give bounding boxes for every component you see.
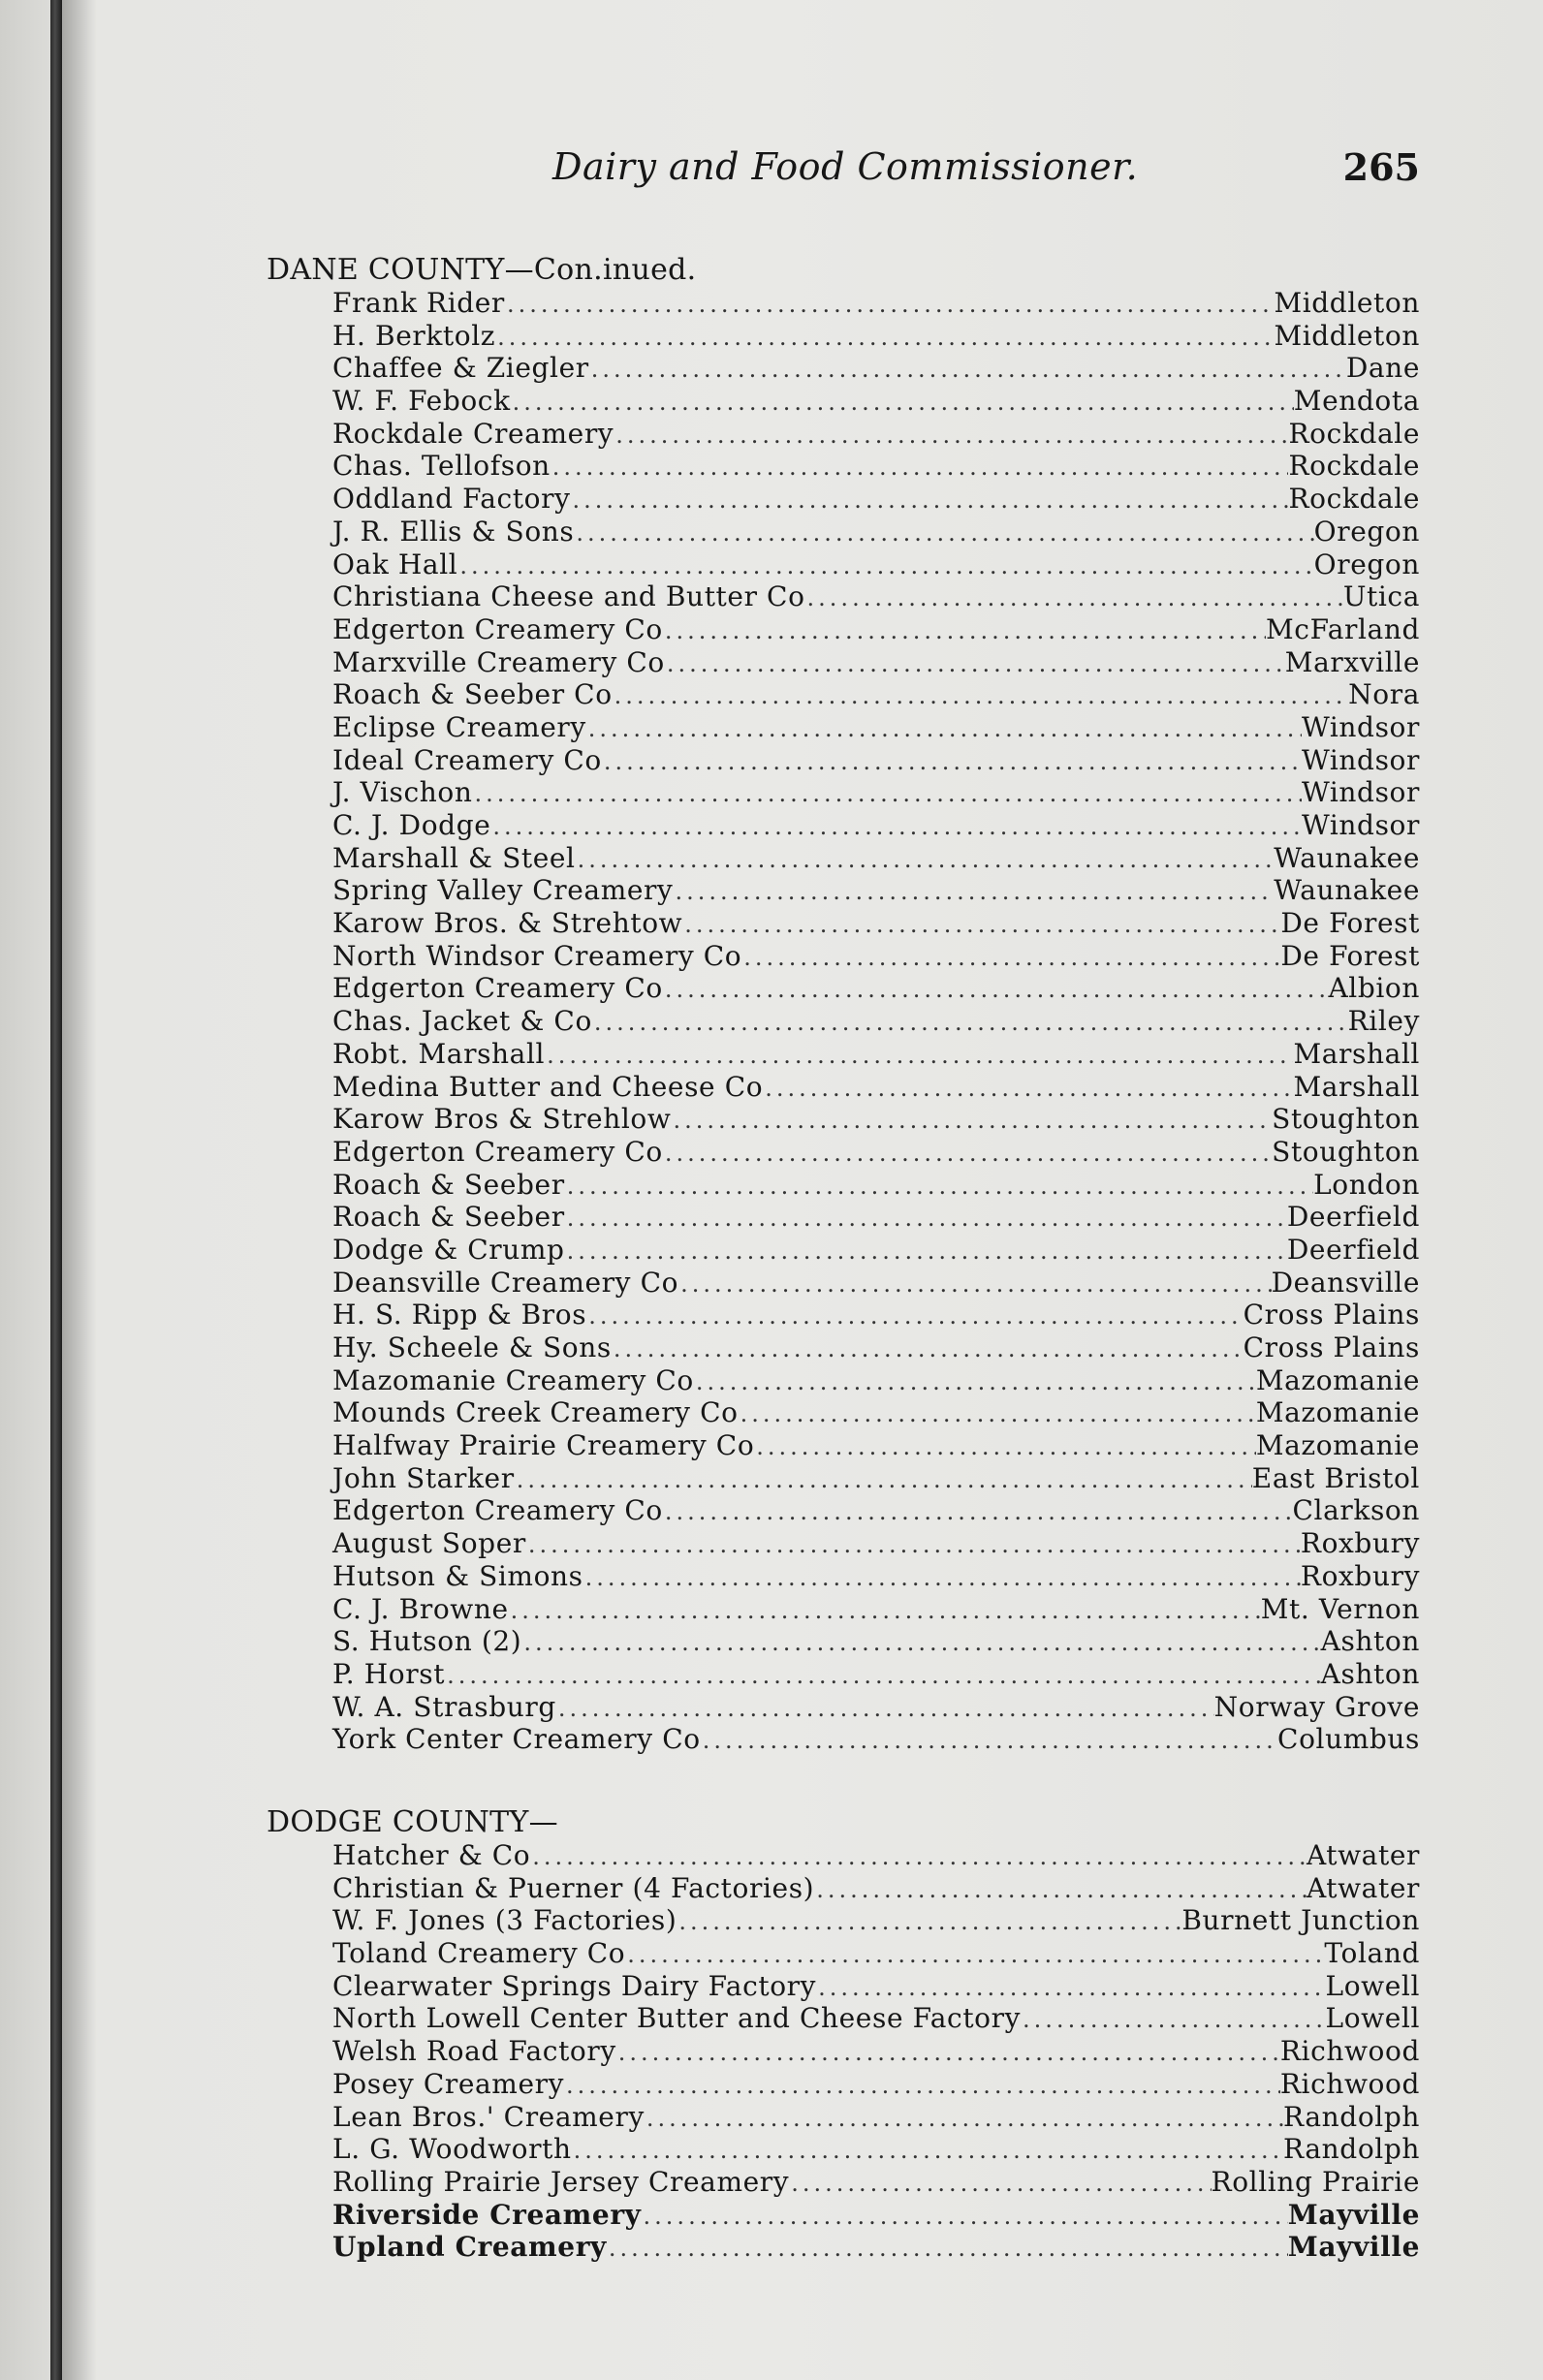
dot-leader [565, 1203, 1287, 1236]
page-number: 265 [1342, 145, 1420, 189]
dot-leader [625, 1939, 1324, 1972]
listing-row [332, 1527, 1420, 1560]
dot-leader [572, 2135, 1283, 2168]
listing-row [332, 842, 1420, 875]
factory-name: Frank Rider [332, 287, 505, 319]
town-name: Albion [1328, 972, 1420, 1005]
dot-leader [490, 811, 1302, 844]
factory-name: C. J. Browne [332, 1592, 509, 1625]
town-name: Cross Plains [1243, 1299, 1420, 1331]
dot-leader [592, 1007, 1348, 1040]
dot-leader [564, 2070, 1280, 2103]
spine-shadow [62, 0, 97, 2380]
town-name: Mazomanie [1255, 1396, 1420, 1429]
factory-name: Mounds Creek Creamery Co [332, 1396, 739, 1429]
listing-row [332, 483, 1420, 516]
dot-leader [701, 1725, 1277, 1758]
town-name: Mazomanie [1255, 1429, 1420, 1462]
listing-row [332, 580, 1420, 613]
factory-name: H. Berktolz [332, 319, 496, 352]
listing-row [332, 1494, 1420, 1527]
town-name: Rockdale [1288, 483, 1420, 516]
town-name: Middleton [1274, 319, 1420, 352]
listing-row [332, 2068, 1420, 2101]
town-name: Stoughton [1272, 1135, 1420, 1168]
town-name: De Forest [1280, 939, 1420, 972]
dot-leader [663, 1138, 1272, 1171]
dot-leader [663, 1496, 1293, 1529]
listing-row [332, 1364, 1420, 1397]
factory-name: Karow Bros. & Strehtow [332, 907, 683, 940]
factory-name: Chas. Jacket & Co [332, 1005, 592, 1038]
listing-row [332, 1234, 1420, 1267]
dot-leader [682, 909, 1280, 942]
dot-leader [645, 2103, 1283, 2136]
listing-row [332, 320, 1420, 353]
factory-name: Deansville Creamery Co [332, 1266, 679, 1299]
town-name: Toland [1324, 1937, 1420, 1970]
town-name: Rolling Prairie [1211, 2165, 1420, 2198]
listing-row [332, 352, 1420, 385]
factory-name: J. R. Ellis & Sons [332, 515, 575, 548]
factory-name: Robt. Marshall [332, 1037, 546, 1070]
dot-leader [613, 680, 1349, 713]
dot-leader [677, 1906, 1181, 1939]
town-name: Middleton [1274, 287, 1420, 319]
factory-name: Mazomanie Creamery Co [332, 1363, 694, 1396]
listing-row [332, 678, 1420, 711]
factory-name: Roach & Seeber Co [332, 678, 613, 711]
dot-leader [678, 1268, 1272, 1301]
town-name: Utica [1342, 580, 1420, 613]
town-name: McFarland [1266, 612, 1420, 645]
factory-name: Clearwater Springs Dairy Factory [332, 1969, 817, 2002]
dot-leader [607, 2233, 1288, 2266]
listing-row [332, 1267, 1420, 1300]
dot-leader [515, 1464, 1252, 1497]
dane-county-section [267, 254, 1420, 1756]
dot-leader [526, 1529, 1301, 1562]
dot-leader [816, 1972, 1325, 2005]
listing-row [332, 1560, 1420, 1593]
dot-leader [509, 1595, 1261, 1628]
town-name: Lowell [1325, 1969, 1420, 2002]
listing-row [332, 1038, 1420, 1071]
town-name: Clarkson [1292, 1494, 1420, 1527]
dot-leader [495, 322, 1274, 355]
dot-leader [571, 485, 1289, 517]
town-name: Mazomanie [1255, 1363, 1420, 1396]
dot-leader [505, 289, 1275, 322]
town-name: De Forest [1280, 907, 1420, 940]
dot-leader [457, 550, 1313, 583]
dot-leader [1021, 2004, 1325, 2037]
factory-name: Oddland Factory [332, 483, 571, 516]
dot-leader [763, 1073, 1293, 1106]
listing-row [332, 1904, 1420, 1937]
dot-leader [805, 582, 1343, 615]
listing-row [332, 1723, 1420, 1756]
factory-name: Upland Creamery [332, 2231, 607, 2264]
town-name: Oregon [1313, 548, 1420, 580]
dot-leader [551, 452, 1289, 485]
listing-row [332, 711, 1420, 744]
dot-leader [614, 420, 1288, 453]
factory-name: Dodge & Crump [332, 1233, 565, 1266]
town-name: Deerfield [1286, 1201, 1420, 1234]
listing-row [332, 1331, 1420, 1364]
dot-leader [612, 1333, 1244, 1366]
listing-row [332, 940, 1420, 973]
dot-leader [511, 387, 1294, 420]
dot-leader [694, 1366, 1256, 1399]
factory-name: Eclipse Creamery [332, 710, 586, 743]
factory-name: W. F. Jones (3 Factories) [332, 1904, 677, 1937]
factory-name: Hutson & Simons [332, 1559, 583, 1592]
listing-row [332, 1839, 1420, 1872]
dot-leader [663, 615, 1266, 648]
listing-row [332, 1691, 1420, 1724]
factory-name: Edgerton Creamery Co [332, 972, 663, 1005]
listing-row [332, 516, 1420, 548]
factory-name: Spring Valley Creamery [332, 874, 674, 907]
town-name: Deerfield [1286, 1233, 1420, 1266]
factory-name: August Soper [332, 1527, 526, 1560]
factory-name: York Center Creamery Co [332, 1723, 701, 1756]
listing-row [332, 450, 1420, 483]
listing-row [332, 646, 1420, 679]
factory-name: Posey Creamery [332, 2067, 565, 2100]
dot-leader [663, 974, 1329, 1007]
listing-row [332, 1103, 1420, 1136]
dot-leader [739, 1398, 1256, 1431]
factory-name: H. S. Ripp & Bros [332, 1299, 587, 1331]
town-name: Dane [1345, 352, 1420, 385]
listing-row [332, 385, 1420, 418]
dot-leader [565, 1236, 1287, 1268]
factory-name: Toland Creamery Co [332, 1937, 626, 1970]
factory-name: Christian & Puerner (4 Factories) [332, 1871, 815, 1904]
book-spine [50, 0, 62, 2380]
factory-name: Roach & Seeber [332, 1168, 565, 1201]
dot-leader [574, 517, 1313, 550]
town-name: Randolph [1283, 2133, 1420, 2166]
listing-row [332, 1169, 1420, 1202]
page-header [267, 145, 1420, 204]
town-name: Mendota [1293, 385, 1420, 418]
town-name: Rockdale [1288, 417, 1420, 450]
town-name: Columbus [1277, 1723, 1420, 1756]
town-name: East Bristol [1251, 1461, 1420, 1494]
factory-name: Hatcher & Co [332, 1839, 531, 1871]
listing-row [332, 1136, 1420, 1169]
town-name: Rockdale [1288, 450, 1420, 483]
town-name: Riley [1347, 1005, 1420, 1038]
factory-name: Chaffee & Ziegler [332, 352, 589, 385]
listing-row [332, 1937, 1420, 1970]
dot-leader [642, 2201, 1288, 2234]
town-name: Stoughton [1272, 1103, 1420, 1136]
town-name: Atwater [1306, 1839, 1420, 1871]
listing-row [332, 874, 1420, 907]
factory-name: Ideal Creamery Co [332, 743, 602, 776]
town-name: Norway Grove [1213, 1690, 1420, 1723]
listing-row [332, 287, 1420, 320]
factory-name: Welsh Road Factory [332, 2035, 616, 2068]
dot-leader [556, 1693, 1214, 1726]
town-name: Windsor [1301, 776, 1420, 809]
listing-row [332, 2035, 1420, 2068]
factory-name: Roach & Seeber [332, 1201, 565, 1234]
section-heading: DODGE COUNTY— [267, 1805, 558, 1839]
listing-row [332, 972, 1420, 1005]
listing-row [332, 2133, 1420, 2166]
listing-row [332, 2231, 1420, 2264]
dot-leader [814, 1874, 1307, 1907]
listing-row [332, 1970, 1420, 2003]
factory-name: Chas. Tellofson [332, 450, 551, 483]
town-name: Mt. Vernon [1260, 1592, 1420, 1625]
dot-leader [586, 1300, 1243, 1333]
listing-row [332, 613, 1420, 646]
town-name: Windsor [1301, 710, 1420, 743]
listing-row [332, 776, 1420, 809]
town-name: Marxville [1284, 645, 1420, 678]
running-title: Dairy and Food Commissioner. [552, 145, 1139, 188]
dot-leader [445, 1660, 1321, 1693]
dot-leader [576, 844, 1275, 877]
factory-name: Rolling Prairie Jersey Creamery [332, 2165, 790, 2198]
town-name: Lowell [1325, 2002, 1420, 2035]
listing-row [332, 1071, 1420, 1104]
factory-name: Karow Bros & Strehlow [332, 1103, 672, 1136]
listing-row [332, 1593, 1420, 1626]
town-name: Windsor [1301, 743, 1420, 776]
factory-name: John Starker [332, 1461, 515, 1494]
town-name: Mayville [1287, 2231, 1420, 2264]
listing-row [332, 1462, 1420, 1495]
town-name: Windsor [1301, 809, 1420, 841]
town-name: Cross Plains [1243, 1331, 1420, 1363]
factory-name: W. F. Febock [332, 385, 511, 418]
listing-row [332, 1005, 1420, 1038]
dodge-county-section [267, 1806, 1420, 2264]
listing-row [332, 2101, 1420, 2134]
factory-name: Riverside Creamery [332, 2198, 642, 2231]
dot-leader [602, 746, 1302, 779]
section-heading: DANE COUNTY—Con.inued. [267, 253, 697, 287]
dot-leader [473, 778, 1302, 811]
factory-name: J. Vischon [332, 776, 473, 809]
listing-row [332, 1299, 1420, 1331]
factory-name: Oak Hall [332, 548, 458, 580]
town-name: Richwood [1279, 2035, 1420, 2068]
listing-row [332, 2199, 1420, 2232]
factory-name: Medina Butter and Cheese Co [332, 1070, 764, 1103]
listing-row [332, 744, 1420, 777]
factory-name: Edgerton Creamery Co [332, 1494, 663, 1527]
dot-leader [754, 1431, 1256, 1464]
dot-leader [521, 1627, 1320, 1660]
dot-leader [589, 354, 1346, 387]
factory-name: Edgerton Creamery Co [332, 612, 663, 645]
town-name: Marshall [1293, 1037, 1420, 1070]
town-name: Ashton [1320, 1625, 1420, 1658]
factory-name: S. Hutson (2) [332, 1625, 522, 1658]
town-name: Deansville [1271, 1266, 1420, 1299]
dot-leader [673, 876, 1274, 909]
listing-row [332, 809, 1420, 842]
listing-row [332, 1658, 1420, 1691]
town-name: Atwater [1306, 1871, 1420, 1904]
factory-name: P. Horst [332, 1657, 446, 1690]
town-name: Roxbury [1300, 1527, 1420, 1560]
dot-leader [616, 2037, 1280, 2070]
listing-row [332, 2166, 1420, 2199]
town-name: Waunakee [1274, 874, 1420, 907]
dot-leader [671, 1105, 1272, 1138]
factory-name: Marshall & Steel [332, 841, 576, 874]
town-name: Roxbury [1300, 1559, 1420, 1592]
town-name: Waunakee [1274, 841, 1420, 874]
dot-leader [741, 942, 1280, 975]
factory-name: Marxville Creamery Co [332, 645, 665, 678]
factory-name: W. A. Strasburg [332, 1690, 556, 1723]
listing-row [332, 548, 1420, 581]
factory-name: Halfway Prairie Creamery Co [332, 1429, 755, 1462]
factory-name: Edgerton Creamery Co [332, 1135, 663, 1168]
listing-row [332, 418, 1420, 451]
dot-leader [789, 2168, 1211, 2201]
factory-name: C. J. Dodge [332, 809, 491, 841]
factory-name: Rockdale Creamery [332, 417, 614, 450]
factory-name: Hy. Scheele & Sons [332, 1331, 612, 1363]
town-name: Burnett Junction [1181, 1904, 1420, 1937]
dot-leader [545, 1040, 1293, 1073]
factory-name: Christiana Cheese and Butter Co [332, 580, 805, 613]
town-name: Richwood [1279, 2067, 1420, 2100]
dot-leader [565, 1171, 1313, 1204]
factory-name: Lean Bros.' Creamery [332, 2100, 645, 2133]
listing-row [332, 2002, 1420, 2035]
listing-row [332, 1201, 1420, 1234]
town-name: Mayville [1287, 2198, 1420, 2231]
town-name: Ashton [1320, 1657, 1420, 1690]
town-name: London [1313, 1168, 1420, 1201]
listing-row [332, 1396, 1420, 1429]
listing-row [332, 1872, 1420, 1905]
factory-name: North Lowell Center Butter and Cheese Factory [332, 2002, 1022, 2035]
dot-leader [586, 713, 1302, 746]
listing-row [332, 1625, 1420, 1658]
town-name: Marshall [1293, 1070, 1420, 1103]
listing-row [332, 907, 1420, 940]
factory-name: North Windsor Creamery Co [332, 939, 742, 972]
dot-leader [665, 648, 1285, 681]
factory-name: L. G. Woodworth [332, 2133, 572, 2166]
dot-leader [583, 1562, 1301, 1595]
town-name: Randolph [1283, 2100, 1420, 2133]
town-name: Nora [1348, 678, 1420, 711]
dot-leader [530, 1841, 1307, 1874]
listing-row [332, 1429, 1420, 1462]
town-name: Oregon [1313, 515, 1420, 548]
